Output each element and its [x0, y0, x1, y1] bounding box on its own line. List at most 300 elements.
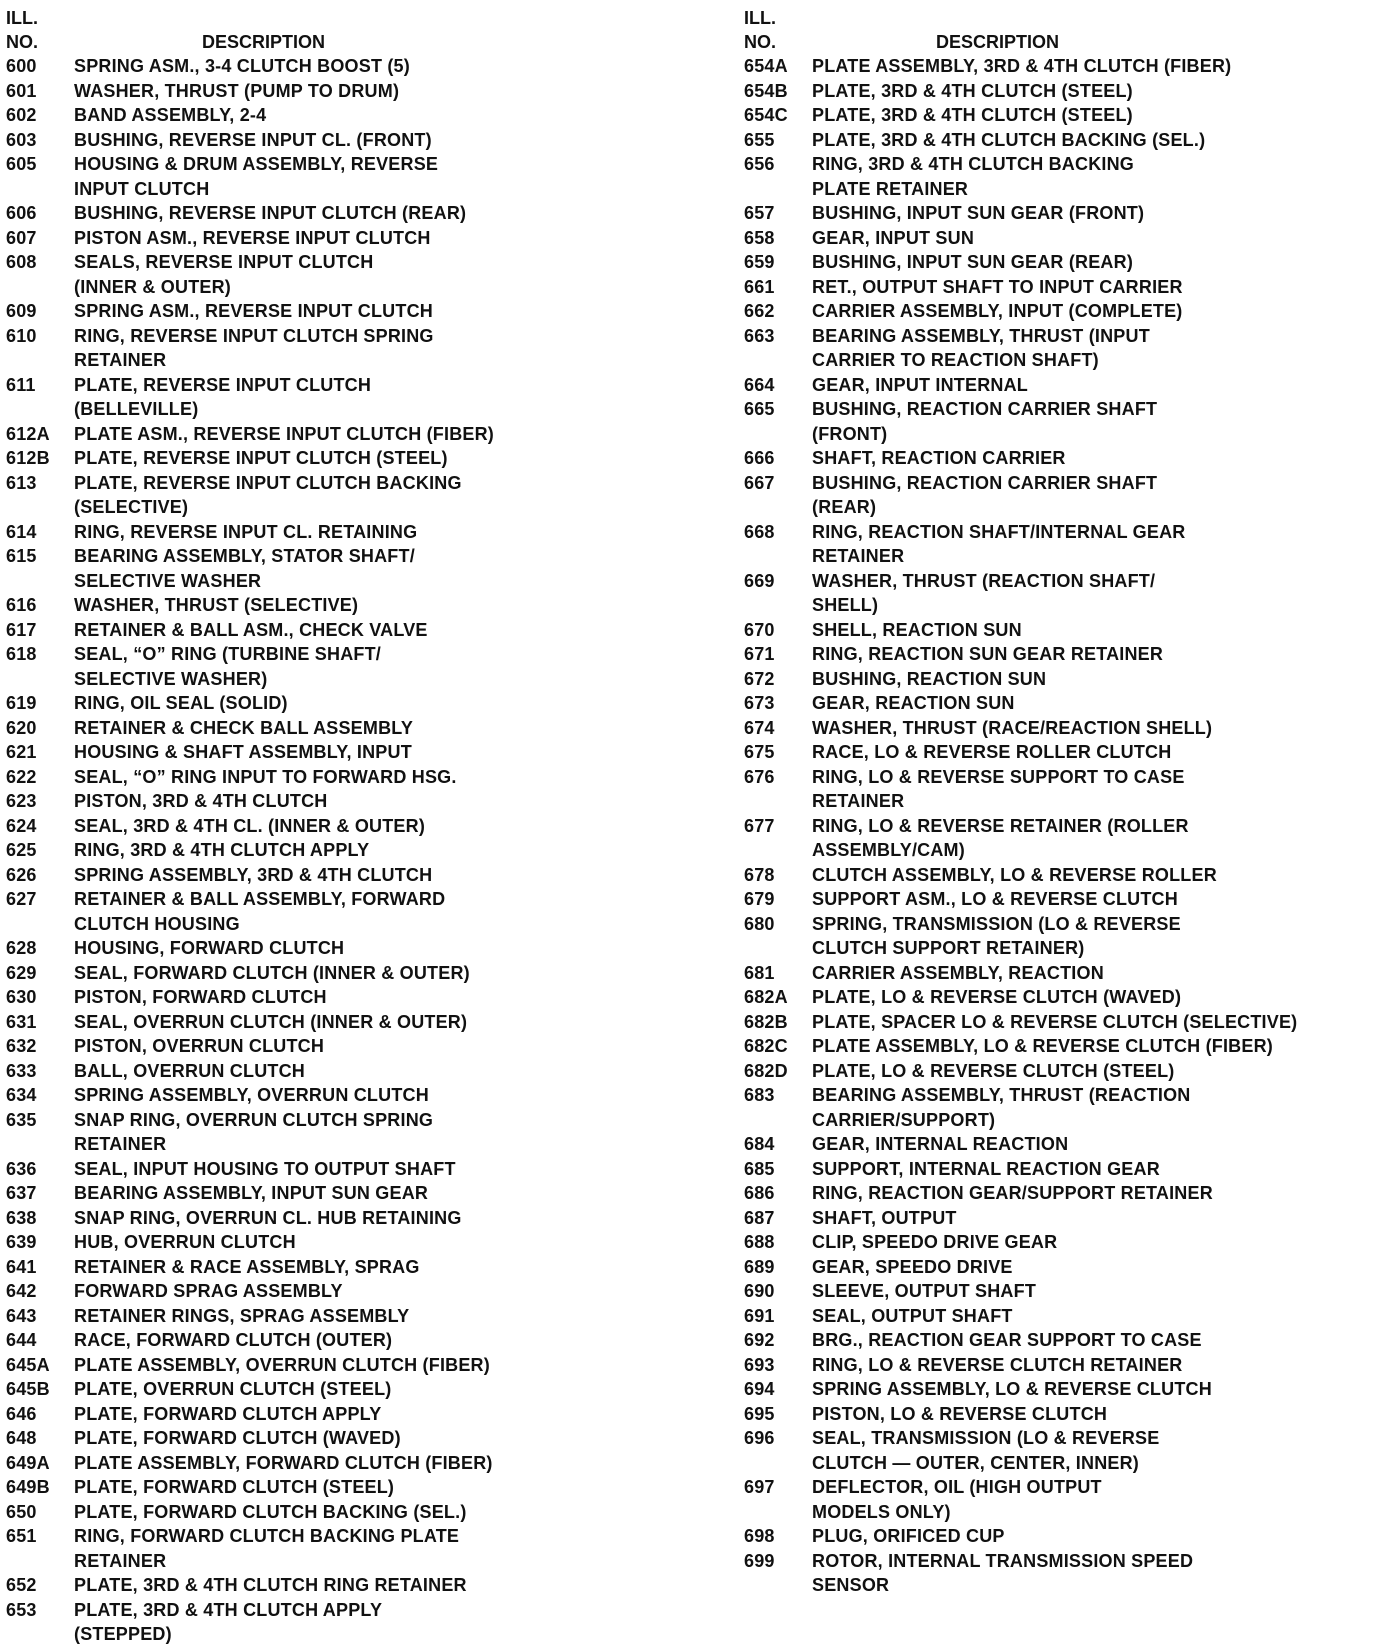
part-entry [6, 471, 666, 496]
part-entry [6, 1328, 666, 1353]
part-number: 645B [6, 1379, 50, 1399]
part-entry [744, 1353, 1392, 1378]
part-number: 656 [744, 154, 775, 174]
header-description: DESCRIPTION [936, 32, 1060, 52]
part-entry [744, 446, 1392, 471]
part-number: 663 [744, 325, 775, 346]
part-number [6, 1549, 74, 1574]
part-entry [744, 1255, 1392, 1280]
part-number: 654C [744, 105, 788, 125]
part-entry [744, 1083, 1392, 1108]
part-number: 650 [6, 1501, 37, 1522]
part-description: PLATE, FORWARD CLUTCH APPLY [74, 1403, 382, 1424]
part-entry [744, 1034, 1392, 1059]
part-entry [6, 1059, 666, 1084]
part-description: WASHER, THRUST (RACE/REACTION SHELL) [812, 717, 1213, 738]
column-header [6, 6, 666, 54]
part-description: RING, 3RD & 4TH CLUTCH APPLY [74, 840, 370, 860]
part-entry [6, 1524, 666, 1549]
part-entry [6, 961, 666, 986]
part-description: PLATE ASSEMBLY, OVERRUN CLUTCH (FIBER) [74, 1354, 490, 1375]
parts-list-right [744, 54, 1392, 1598]
part-description: PLATE ASSEMBLY, FORWARD CLUTCH (FIBER) [74, 1452, 493, 1473]
part-description: BUSHING, REACTION CARRIER SHAFT [812, 472, 1158, 493]
part-entry [744, 569, 1392, 594]
part-entry-continuation [744, 495, 1392, 520]
part-description: PISTON, LO & REVERSE CLUTCH [812, 1403, 1108, 1424]
part-number: 611 [6, 374, 36, 395]
part-description: RETAINER & CHECK BALL ASSEMBLY [74, 717, 414, 738]
part-entry [6, 1304, 666, 1329]
part-entry [6, 544, 666, 569]
part-number: 687 [744, 1207, 775, 1228]
part-number: 669 [744, 570, 775, 591]
part-number: 643 [6, 1305, 37, 1326]
part-number [744, 936, 812, 961]
part-description: BEARING ASSEMBLY, THRUST (REACTION [812, 1085, 1191, 1105]
part-entry [6, 1255, 666, 1280]
part-entry [6, 1181, 666, 1206]
part-description: SENSOR [812, 1575, 890, 1595]
part-number [744, 348, 812, 373]
part-entry [6, 1206, 666, 1231]
part-entry [744, 275, 1392, 300]
part-number: 675 [744, 742, 775, 762]
part-description: PLATE, 3RD & 4TH CLUTCH (STEEL) [812, 80, 1133, 101]
part-description: SEAL, TRANSMISSION (LO & REVERSE [812, 1428, 1160, 1448]
part-entry [6, 1010, 666, 1035]
part-number: 666 [744, 448, 775, 468]
part-entry [6, 1451, 666, 1476]
part-description: BUSHING, REACTION CARRIER SHAFT [812, 399, 1158, 419]
part-description: PLATE, REVERSE INPUT CLUTCH [74, 374, 372, 395]
part-number [744, 1500, 812, 1525]
part-number: 617 [6, 619, 37, 640]
part-entry [6, 1573, 666, 1598]
part-description: SEAL, OVERRUN CLUTCH (INNER & OUTER) [74, 1011, 468, 1032]
part-number: 688 [744, 1232, 775, 1252]
part-entry [6, 618, 666, 643]
part-description: RING, OIL SEAL (SOLID) [74, 693, 288, 713]
part-number: 668 [744, 521, 775, 542]
part-number: 667 [744, 472, 775, 493]
part-number: 600 [6, 56, 37, 76]
part-number: 626 [6, 864, 37, 885]
part-entry [744, 691, 1392, 716]
part-entry [744, 667, 1392, 692]
part-entry [6, 422, 666, 447]
part-description: SNAP RING, OVERRUN CL. HUB RETAINING [74, 1207, 462, 1228]
part-description: PLATE, SPACER LO & REVERSE CLUTCH (SELECTIVE) [812, 1011, 1298, 1032]
part-description: SPRING ASM., REVERSE INPUT CLUTCH [74, 301, 433, 321]
part-number [744, 1573, 812, 1598]
part-entry [744, 814, 1392, 839]
part-number: 686 [744, 1183, 775, 1203]
column-header [744, 6, 1392, 54]
part-number: 652 [6, 1575, 37, 1595]
part-entry-continuation [6, 397, 666, 422]
part-number: 695 [744, 1403, 775, 1424]
part-number: 605 [6, 154, 37, 174]
part-description: PLATE, LO & REVERSE CLUTCH (STEEL) [812, 1060, 1175, 1081]
part-number: 691 [744, 1305, 775, 1326]
part-description: PLATE, FORWARD CLUTCH BACKING (SEL.) [74, 1501, 467, 1522]
parts-column-right [744, 6, 1392, 1598]
header-description: DESCRIPTION [202, 32, 326, 52]
part-number: 694 [744, 1379, 775, 1399]
part-entry [744, 765, 1392, 790]
part-entry [744, 642, 1392, 667]
part-number: 682B [744, 1011, 788, 1032]
part-description: SPRING ASSEMBLY, OVERRUN CLUTCH [74, 1085, 429, 1105]
part-description: RETAINER [74, 1550, 167, 1571]
part-entry-continuation [744, 789, 1392, 814]
part-description: (INNER & OUTER) [74, 276, 231, 297]
part-description: GEAR, REACTION SUN [812, 693, 1015, 713]
part-number: 651 [6, 1526, 37, 1546]
part-description: RING, REACTION SUN GEAR RETAINER [812, 644, 1164, 664]
part-number: 674 [744, 717, 775, 738]
part-number: 654B [744, 80, 788, 101]
part-entry [744, 79, 1392, 104]
part-description: CARRIER TO REACTION SHAFT) [812, 350, 1099, 370]
part-number: 697 [744, 1477, 775, 1497]
part-description: BUSHING, INPUT SUN GEAR (REAR) [812, 252, 1134, 272]
part-number: 639 [6, 1232, 37, 1252]
part-description: (BELLEVILLE) [74, 399, 199, 419]
part-number: 698 [744, 1526, 775, 1546]
part-entry [6, 373, 666, 398]
part-entry [744, 373, 1392, 398]
part-entry [744, 716, 1392, 741]
part-number: 637 [6, 1183, 37, 1203]
part-description: SUPPORT ASM., LO & REVERSE CLUTCH [812, 889, 1178, 909]
part-description: RACE, FORWARD CLUTCH (OUTER) [74, 1330, 393, 1350]
part-number [744, 495, 812, 520]
part-number: 692 [744, 1330, 775, 1350]
part-number: 690 [744, 1281, 775, 1301]
part-entry [744, 912, 1392, 937]
part-entry [744, 520, 1392, 545]
part-entry [744, 1279, 1392, 1304]
part-entry [6, 250, 666, 275]
part-description: BEARING ASSEMBLY, THRUST (INPUT [812, 325, 1150, 346]
part-number: 623 [6, 791, 37, 811]
part-description: PLATE, 3RD & 4TH CLUTCH (STEEL) [812, 105, 1133, 125]
part-entry-continuation [744, 838, 1392, 863]
part-description: BRG., REACTION GEAR SUPPORT TO CASE [812, 1330, 1202, 1350]
part-entry [6, 814, 666, 839]
part-entry [744, 1377, 1392, 1402]
part-entry [6, 887, 666, 912]
part-number: 658 [744, 227, 775, 248]
part-description: PLATE, REVERSE INPUT CLUTCH BACKING [74, 472, 462, 493]
part-entry [744, 618, 1392, 643]
part-description: SLEEVE, OUTPUT SHAFT [812, 1281, 1037, 1301]
part-entry-continuation [6, 177, 666, 202]
part-entry [6, 226, 666, 251]
part-entry-continuation [6, 912, 666, 937]
part-number: 609 [6, 301, 37, 321]
part-number: 612B [6, 448, 50, 468]
part-entry [744, 201, 1392, 226]
part-number: 601 [6, 80, 37, 101]
part-number: 680 [744, 913, 775, 934]
part-entry [744, 1524, 1392, 1549]
part-description: WASHER, THRUST (PUMP TO DRUM) [74, 80, 400, 101]
part-description: CARRIER ASSEMBLY, INPUT (COMPLETE) [812, 301, 1183, 321]
part-entry [744, 226, 1392, 251]
part-description: PISTON, FORWARD CLUTCH [74, 987, 327, 1007]
part-number: 606 [6, 203, 37, 223]
part-number [6, 569, 74, 594]
part-description: RACE, LO & REVERSE ROLLER CLUTCH [812, 742, 1172, 762]
part-entry [744, 299, 1392, 324]
part-entry [6, 520, 666, 545]
part-description: BUSHING, INPUT SUN GEAR (FRONT) [812, 203, 1145, 223]
part-description: SEAL, “O” RING INPUT TO FORWARD HSG. [74, 766, 457, 787]
part-description: (REAR) [812, 497, 877, 517]
part-number [744, 838, 812, 863]
part-entry [6, 1402, 666, 1427]
part-description: PLATE, OVERRUN CLUTCH (STEEL) [74, 1379, 392, 1399]
part-number: 664 [744, 374, 775, 395]
part-entry [744, 1304, 1392, 1329]
part-entry [744, 1157, 1392, 1182]
part-description: BEARING ASSEMBLY, INPUT SUN GEAR [74, 1183, 429, 1203]
part-number: 699 [744, 1550, 775, 1571]
part-description: RETAINER & RACE ASSEMBLY, SPRAG [74, 1256, 420, 1277]
part-number: 670 [744, 619, 775, 640]
part-number: 681 [744, 962, 775, 983]
part-number: 603 [6, 129, 37, 150]
part-number: 677 [744, 815, 775, 836]
part-entry [6, 324, 666, 349]
part-description: BALL, OVERRUN CLUTCH [74, 1060, 305, 1081]
part-number: 628 [6, 938, 37, 958]
part-entry [744, 397, 1392, 422]
part-description: RETAINER & BALL ASM., CHECK VALVE [74, 619, 428, 640]
part-entry-continuation [6, 1132, 666, 1157]
part-entry [6, 103, 666, 128]
part-entry [744, 1181, 1392, 1206]
part-number [744, 1451, 812, 1476]
part-entry-continuation [6, 667, 666, 692]
part-entry [6, 446, 666, 471]
part-entry-continuation [744, 1108, 1392, 1133]
part-entry [744, 1010, 1392, 1035]
part-description: BAND ASSEMBLY, 2-4 [74, 105, 267, 125]
part-number: 622 [6, 766, 37, 787]
part-description: RETAINER [812, 546, 905, 566]
part-number: 665 [744, 399, 775, 419]
part-description: PLATE, 3RD & 4TH CLUTCH BACKING (SEL.) [812, 129, 1206, 150]
part-number [6, 912, 74, 937]
part-number: 618 [6, 644, 37, 664]
part-number: 646 [6, 1403, 37, 1424]
part-description: BEARING ASSEMBLY, STATOR SHAFT/ [74, 546, 415, 566]
part-entry [744, 54, 1392, 79]
part-number: 659 [744, 252, 775, 272]
part-description: SHAFT, OUTPUT [812, 1207, 957, 1228]
part-entry [6, 716, 666, 741]
part-number: 689 [744, 1256, 775, 1277]
part-number: 649A [6, 1452, 50, 1473]
part-description: PLATE, FORWARD CLUTCH (WAVED) [74, 1428, 401, 1448]
part-number: 679 [744, 889, 775, 909]
part-entry-continuation [744, 936, 1392, 961]
part-description: PLATE ASM., REVERSE INPUT CLUTCH (FIBER) [74, 423, 495, 444]
part-number: 693 [744, 1354, 775, 1375]
part-number: 641 [6, 1256, 37, 1277]
part-number: 655 [744, 129, 775, 150]
header-no: NO. [744, 32, 777, 52]
part-entry [6, 1426, 666, 1451]
part-number: 645A [6, 1354, 50, 1375]
part-description: MODELS ONLY) [812, 1501, 951, 1522]
part-number: 685 [744, 1158, 775, 1179]
part-number [6, 348, 74, 373]
part-entry-continuation [744, 177, 1392, 202]
part-entry [6, 863, 666, 888]
part-entry [744, 152, 1392, 177]
part-entry-continuation [744, 1451, 1392, 1476]
part-number: 673 [744, 693, 775, 713]
part-description: PLATE ASSEMBLY, LO & REVERSE CLUTCH (FIBER) [812, 1036, 1273, 1056]
part-description: PLATE RETAINER [812, 178, 969, 199]
part-number [6, 177, 74, 202]
part-entry [744, 471, 1392, 496]
part-entry-continuation [6, 275, 666, 300]
part-description: BUSHING, REACTION SUN [812, 668, 1047, 689]
part-entry [6, 152, 666, 177]
part-entry [6, 1377, 666, 1402]
part-entry [744, 1206, 1392, 1231]
part-description: (STEPPED) [74, 1624, 172, 1644]
part-description: HUB, OVERRUN CLUTCH [74, 1232, 296, 1252]
part-entry [744, 103, 1392, 128]
part-entry [6, 1034, 666, 1059]
part-description: SHAFT, REACTION CARRIER [812, 448, 1066, 468]
part-number: 632 [6, 1036, 37, 1056]
part-number: 616 [6, 595, 37, 615]
part-entry [6, 1108, 666, 1133]
part-description: GEAR, SPEEDO DRIVE [812, 1256, 1013, 1277]
part-entry [744, 961, 1392, 986]
part-entry-continuation [744, 593, 1392, 618]
part-number: 634 [6, 1085, 37, 1105]
part-number [744, 789, 812, 814]
part-entry [744, 1230, 1392, 1255]
part-number: 678 [744, 864, 775, 885]
part-description: FORWARD SPRAG ASSEMBLY [74, 1281, 343, 1301]
part-description: INPUT CLUTCH [74, 178, 210, 199]
part-entry-continuation [6, 569, 666, 594]
part-description: RING, REACTION GEAR/SUPPORT RETAINER [812, 1183, 1213, 1203]
part-description: RETAINER [74, 350, 167, 370]
part-entry-continuation [6, 1622, 666, 1647]
part-description: HOUSING, FORWARD CLUTCH [74, 938, 345, 958]
part-number: 649B [6, 1477, 50, 1497]
part-number [744, 593, 812, 618]
part-entry [6, 740, 666, 765]
header-no: NO. [6, 32, 39, 52]
part-description: SPRING ASM., 3-4 CLUTCH BOOST (5) [74, 56, 410, 76]
part-number: 608 [6, 252, 37, 272]
part-description: CARRIER ASSEMBLY, REACTION [812, 962, 1104, 983]
part-number: 625 [6, 840, 37, 860]
part-number: 671 [744, 644, 775, 664]
part-entry [6, 1353, 666, 1378]
part-description: RETAINER [74, 1134, 167, 1154]
part-number: 612A [6, 423, 50, 444]
part-description: SNAP RING, OVERRUN CLUTCH SPRING [74, 1109, 434, 1130]
part-entry-continuation [6, 348, 666, 373]
part-description: GEAR, INPUT SUN [812, 227, 975, 248]
part-entry-continuation [744, 1573, 1392, 1598]
part-entry [6, 789, 666, 814]
part-description: SHELL, REACTION SUN [812, 619, 1022, 640]
part-entry [6, 201, 666, 226]
part-entry [744, 324, 1392, 349]
part-entry [6, 1083, 666, 1108]
part-description: SPRING ASSEMBLY, LO & REVERSE CLUTCH [812, 1379, 1212, 1399]
part-description: SELECTIVE WASHER [74, 570, 262, 591]
part-description: RING, LO & REVERSE RETAINER (ROLLER [812, 815, 1189, 836]
part-number: 672 [744, 668, 775, 689]
part-description: HOUSING & DRUM ASSEMBLY, REVERSE [74, 154, 439, 174]
part-description: PLATE, FORWARD CLUTCH (STEEL) [74, 1477, 395, 1497]
part-entry [6, 54, 666, 79]
part-number: 613 [6, 472, 37, 493]
part-entry [744, 1549, 1392, 1574]
part-entry [744, 985, 1392, 1010]
part-entry [744, 1059, 1392, 1084]
part-number: 682A [744, 987, 788, 1007]
part-number [744, 177, 812, 202]
part-description: HOUSING & SHAFT ASSEMBLY, INPUT [74, 742, 412, 762]
part-description: (SELECTIVE) [74, 497, 189, 517]
part-number [744, 544, 812, 569]
part-entry [6, 593, 666, 618]
part-description: PISTON ASM., REVERSE INPUT CLUTCH [74, 227, 431, 248]
part-number: 662 [744, 301, 775, 321]
part-entry-continuation [6, 1549, 666, 1574]
part-number: 602 [6, 105, 37, 125]
part-description: SEAL, OUTPUT SHAFT [812, 1305, 1013, 1326]
part-description: RING, LO & REVERSE CLUTCH RETAINER [812, 1354, 1183, 1375]
part-description: (FRONT) [812, 423, 888, 444]
part-description: PISTON, OVERRUN CLUTCH [74, 1036, 325, 1056]
part-number [6, 495, 74, 520]
part-entry [6, 79, 666, 104]
part-number [6, 397, 74, 422]
part-number: 614 [6, 521, 37, 542]
part-description: BUSHING, REVERSE INPUT CL. (FRONT) [74, 129, 432, 150]
part-description: RING, REACTION SHAFT/INTERNAL GEAR [812, 521, 1186, 542]
part-number: 636 [6, 1158, 37, 1179]
part-number: 635 [6, 1109, 37, 1130]
part-entry [6, 128, 666, 153]
part-number: 627 [6, 889, 37, 909]
part-number: 642 [6, 1281, 37, 1301]
part-description: ASSEMBLY/CAM) [812, 840, 965, 860]
part-description: SEAL, 3RD & 4TH CL. (INNER & OUTER) [74, 815, 426, 836]
part-entry [744, 887, 1392, 912]
part-description: CLUTCH — OUTER, CENTER, INNER) [812, 1452, 1139, 1473]
part-description: SELECTIVE WASHER) [74, 668, 268, 689]
part-description: GEAR, INPUT INTERNAL [812, 374, 1029, 395]
